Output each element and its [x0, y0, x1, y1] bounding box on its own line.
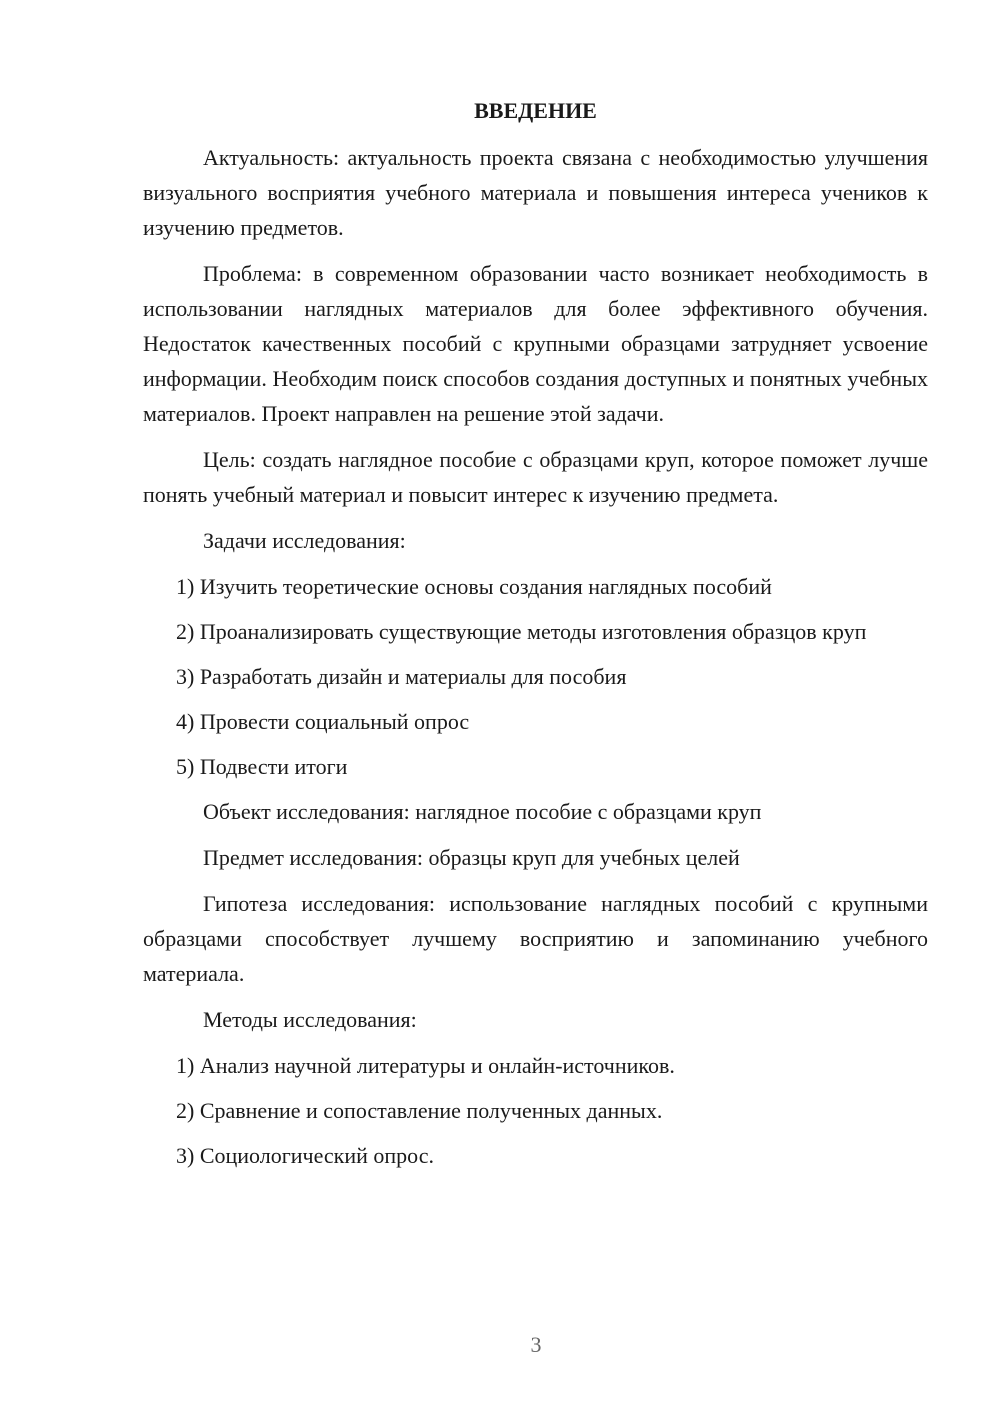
- methods-heading: Методы исследования:: [203, 1007, 417, 1032]
- task-item-1: 1) Изучить теоретические основы создания наглядных пособий: [176, 574, 772, 599]
- section-heading: ВВЕДЕНИЕ: [474, 98, 597, 123]
- hypothesis-paragraph: Гипотеза исследования: использование наглядных пособий с крупными образцами способствует лучшему восприятию и запоминанию учебного материала.: [143, 891, 928, 986]
- method-item-1: 1) Анализ научной литературы и онлайн-источников.: [176, 1053, 675, 1078]
- relevance-paragraph: Актуальность: актуальность проекта связана с необходимостью улучшения визуального восприятия учебного материала и повышения интереса учеников к изучению предметов.: [143, 145, 928, 240]
- task-item-5: 5) Подвести итоги: [176, 754, 348, 779]
- tasks-heading: Задачи исследования:: [203, 528, 406, 553]
- page-content: [143, 96, 928, 1183]
- method-item-2: 2) Сравнение и сопоставление полученных данных.: [176, 1098, 663, 1123]
- object-paragraph: Объект исследования: наглядное пособие с образцами круп: [203, 799, 762, 824]
- problem-paragraph: Проблема: в современном образовании часто возникает необходимость в использовании наглядных материалов для более эффективного обучения. Недостаток качественных пособий с крупными образцами затрудняет усвоение информации. Необходим поиск способов создания доступных и понятных учебных материалов. Проект направлен на решение этой задачи.: [143, 261, 928, 426]
- page-number: 3: [530, 1332, 542, 1357]
- task-item-2: 2) Проанализировать существующие методы изготовления образцов круп: [176, 619, 867, 644]
- task-item-4: 4) Провести социальный опрос: [176, 709, 470, 734]
- method-item-3: 3) Социологический опрос.: [176, 1143, 434, 1168]
- goal-paragraph: Цель: создать наглядное пособие с образцами круп, которое поможет лучше понять учебный материал и повысит интерес к изучению предмета.: [143, 447, 928, 507]
- task-item-3: 3) Разработать дизайн и материалы для пособия: [176, 664, 627, 689]
- subject-paragraph: Предмет исследования: образцы круп для учебных целей: [203, 845, 740, 870]
